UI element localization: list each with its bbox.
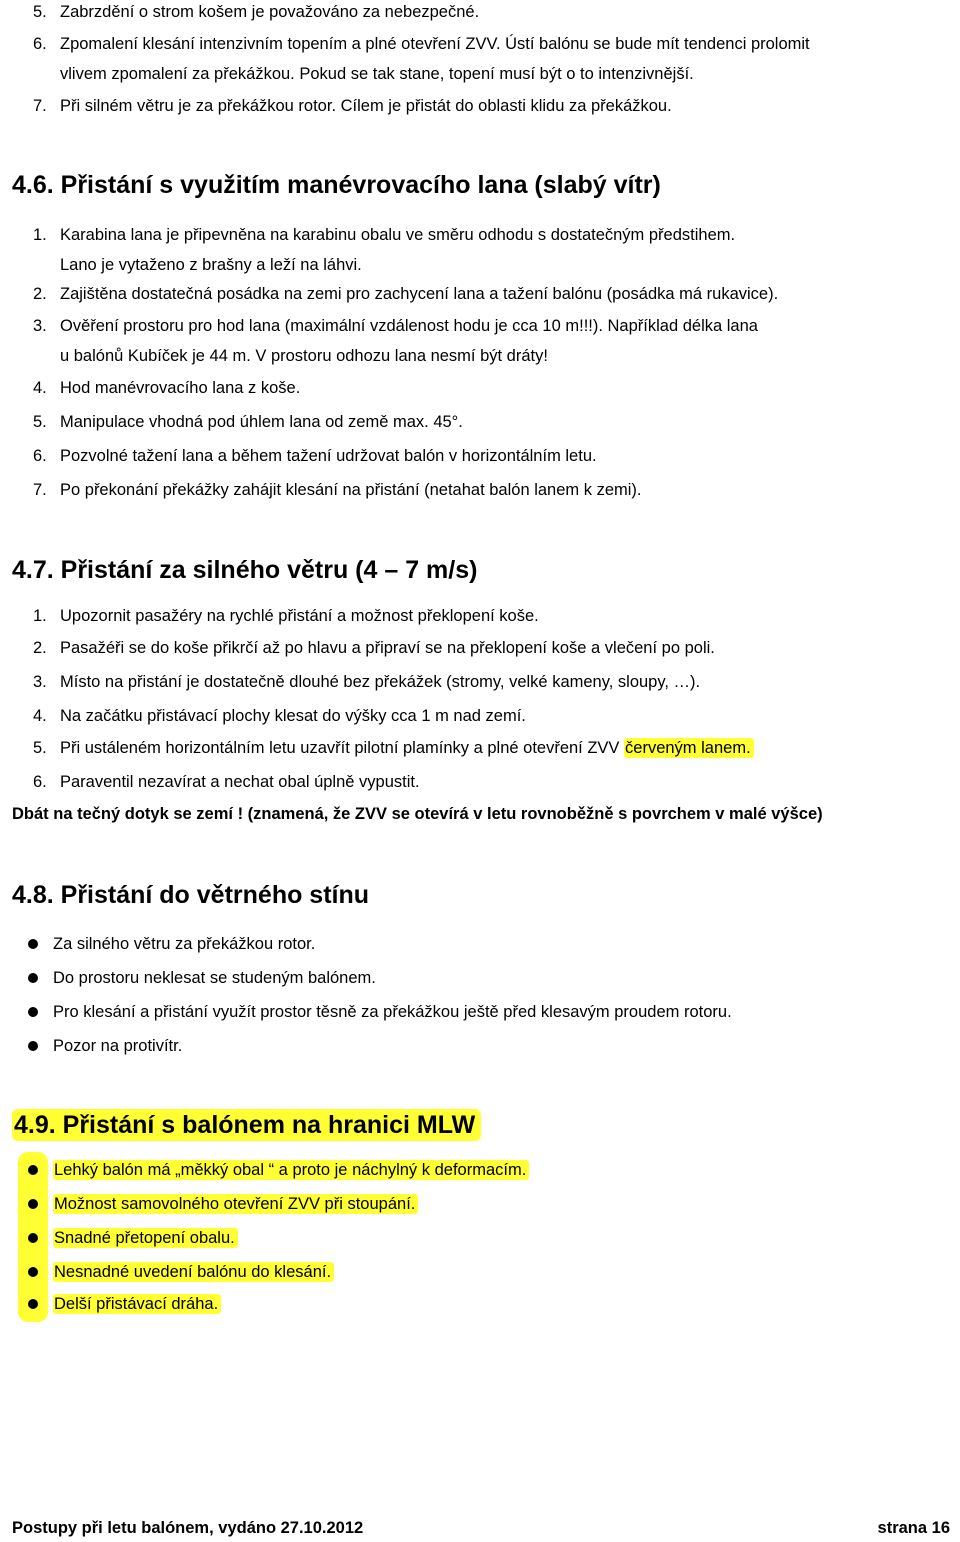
bullet-icon (28, 1007, 38, 1017)
list-text: Místo na přistání je dostatečně dlouhé bez překážek (stromy, velké kameny, sloupy, …). (60, 673, 701, 691)
highlighted-text: Delší přistávací dráha. (53, 1294, 221, 1314)
list-text (60, 733, 950, 763)
list-number: 2. (33, 285, 47, 303)
list-text-line: Karabina lana je připevněna na karabinu obalu ve směru odhodu s dostatečným předstihem. (60, 226, 736, 244)
bullet-icon (28, 1165, 38, 1175)
list-text (60, 311, 950, 371)
list-number: 1. (33, 226, 47, 244)
list-text: Po překonání překážky zahájit klesání na přistání (netahat balón lanem k zemi). (60, 481, 642, 499)
list-text-line: Zpomalení klesání intenzivním topením a plné otevření ZVV. Ústí balónu se bude mít tendenci prolomit (60, 35, 810, 53)
bullet-icon (28, 1041, 38, 1051)
list-text-plain: Při ustáleném horizontálním letu uzavřít pilotní plamínky a plné otevření ZVV (60, 739, 625, 757)
bullet-text: Pozor na protivítr. (53, 1037, 183, 1055)
section-heading: 4.7. Přistání za silného větru (4 – 7 m/s) (12, 556, 478, 584)
list-text (60, 220, 950, 280)
list-text: Při silném větru je za překážkou rotor. Cílem je přistát do oblasti klidu za překážkou. (60, 97, 672, 115)
list-text: Pasažéři se do koše přikrčí až po hlavu a připraví se na překlopení koše a vlečení po poli. (60, 639, 715, 657)
list-number: 4. (33, 707, 47, 725)
list-number: 5. (33, 413, 47, 431)
list-number: 6. (33, 773, 47, 791)
list-text: Zabrzdění o strom košem je považováno za nebezpečné. (60, 3, 480, 21)
highlighted-text: Snadné přetopení obalu. (53, 1228, 238, 1248)
list-text (60, 29, 950, 89)
list-number: 3. (33, 317, 47, 335)
list-text-line: Ověření prostoru pro hod lana (maximální vzdálenost hodu je cca 10 m!!!). Například délka lana (60, 317, 758, 335)
list-text: Paraventil nezavírat a nechat obal úplně vypustit. (60, 773, 420, 791)
list-number: 6. (33, 35, 47, 53)
warning-note: Dbát na tečný dotyk se zemí ! (znamená, že ZVV se otevírá v letu rovnoběžně s povrchem v malé výšce) (12, 805, 823, 823)
highlighted-text: červeným lanem. (624, 738, 754, 758)
bullet-icon (28, 973, 38, 983)
bullet-icon (28, 939, 38, 949)
list-number: 1. (33, 607, 47, 625)
bullet-text (53, 1223, 238, 1253)
list-number: 7. (33, 481, 47, 499)
highlighted-text: Nesnadné uvedení balónu do klesání. (53, 1262, 334, 1282)
highlighted-text: Možnost samovolného otevření ZVV při stoupání. (53, 1194, 418, 1214)
list-number: 7. (33, 97, 47, 115)
list-text: Upozornit pasažéry na rychlé přistání a možnost překlopení koše. (60, 607, 539, 625)
bullet-text (53, 1155, 529, 1185)
highlighted-text: Lehký balón má „měkký obal “ a proto je náchylný k deformacím. (53, 1160, 529, 1180)
bullet-icon (28, 1299, 38, 1309)
bullet-text: Do prostoru neklesat se studeným balónem. (53, 969, 376, 987)
list-number: 2. (33, 639, 47, 657)
footer-title: Postupy při letu balónem, vydáno 27.10.2012 (12, 1519, 364, 1537)
list-number: 5. (33, 3, 47, 21)
list-number: 3. (33, 673, 47, 691)
list-text-line: u balónů Kubíček je 44 m. V prostoru odhozu lana nesmí být dráty! (60, 347, 548, 365)
highlighted-heading: 4.9. Přistání s balónem na hranici MLW (12, 1109, 481, 1141)
bullet-text (53, 1189, 418, 1219)
list-text: Manipulace vhodná pod úhlem lana od země max. 45°. (60, 413, 463, 431)
list-number: 6. (33, 447, 47, 465)
bullet-icon (28, 1267, 38, 1277)
list-number: 4. (33, 379, 47, 397)
list-number: 5. (33, 739, 47, 757)
bullet-icon (28, 1199, 38, 1209)
section-heading: 4.8. Přistání do větrného stínu (12, 881, 370, 909)
section-heading (12, 1108, 481, 1142)
list-text: Pozvolné tažení lana a během tažení udržovat balón v horizontálním letu. (60, 447, 597, 465)
list-text: Na začátku přistávací plochy klesat do výšky cca 1 m nad zemí. (60, 707, 526, 725)
page-number: strana 16 (877, 1519, 950, 1537)
list-text-line: Lano je vytaženo z brašny a leží na láhvi. (60, 256, 362, 274)
list-text-line: vlivem zpomalení za překážkou. Pokud se tak stane, topení musí být o to intenzivnější. (60, 65, 694, 83)
bullet-text (53, 1257, 334, 1287)
section-heading: 4.6. Přistání s využitím manévrovacího lana (slabý vítr) (12, 171, 661, 199)
list-text: Hod manévrovacího lana z koše. (60, 379, 301, 397)
bullet-text: Za silného větru za překážkou rotor. (53, 935, 316, 953)
bullet-text (53, 1289, 221, 1319)
list-text: Zajištěna dostatečná posádka na zemi pro zachycení lana a tažení balónu (posádka má rukavice). (60, 285, 779, 303)
bullet-icon (28, 1233, 38, 1243)
bullet-text: Pro klesání a přistání využít prostor těsně za překážkou ještě před klesavým proudem rotoru. (53, 1003, 732, 1021)
